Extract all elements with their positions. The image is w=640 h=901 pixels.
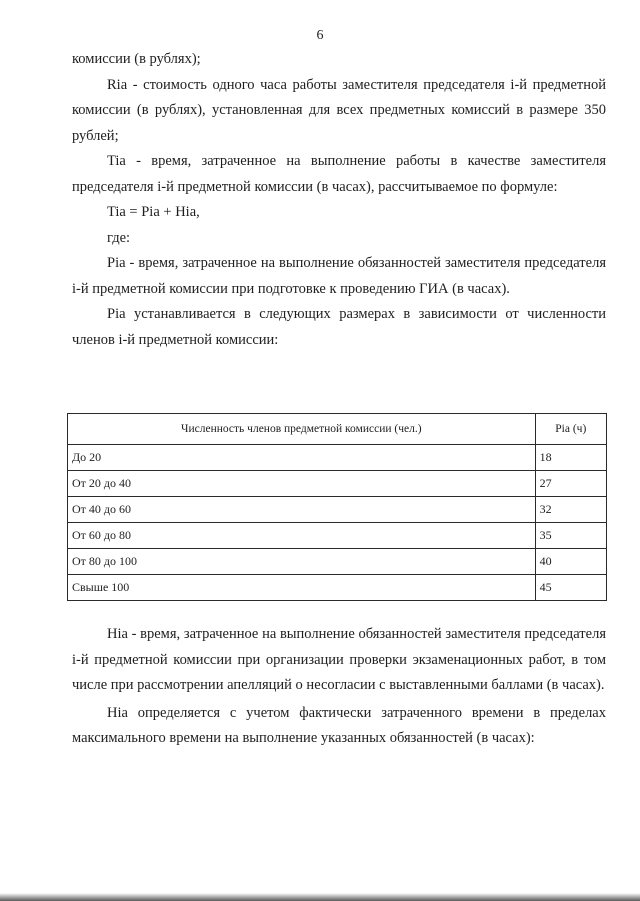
cell-pia: 27: [535, 471, 606, 497]
cell-members: От 80 до 100: [68, 549, 536, 575]
formula: Tia = Pia + Hia,: [107, 204, 200, 220]
column-header-pia: Pia (ч): [535, 414, 606, 445]
paragraph: Pia - время, затраченное на выполнение обязанностей заместителя председателя i-й предметной комиссии при подготовке к проведению ГИА (в часах).: [72, 255, 606, 297]
table-row: [68, 523, 607, 549]
body-text-top: [72, 47, 606, 353]
body-text-bottom: [72, 622, 606, 752]
pia-table: [67, 413, 607, 601]
table-row: [68, 471, 607, 497]
table-row: [68, 549, 607, 575]
cell-pia: 32: [535, 497, 606, 523]
table-row: [68, 575, 607, 601]
paragraph: где:: [107, 229, 131, 246]
cell-members: От 20 до 40: [68, 471, 536, 497]
paragraph: Hia определяется с учетом фактически затраченного времени в пределах максимального времени на выполнение указанных обязанностей (в часах):: [72, 704, 606, 746]
paragraph: Tia - время, затраченное на выполнение работы в качестве заместителя председателя i-й предметной комиссии (в часах), рассчитываемое по формуле:: [72, 153, 606, 195]
cell-pia: 45: [535, 575, 606, 601]
table-row: [68, 445, 607, 471]
cell-pia: 18: [535, 445, 606, 471]
cell-pia: 40: [535, 549, 606, 575]
scan-edge-shadow: [0, 893, 640, 901]
table-row: [68, 497, 607, 523]
cell-members: От 60 до 80: [68, 523, 536, 549]
paragraph: Pia устанавливается в следующих размерах в зависимости от численности членов i-й предметной комиссии:: [72, 306, 606, 348]
cell-members: От 40 до 60: [68, 497, 536, 523]
paragraph: комиссии (в рублях);: [72, 51, 201, 67]
table-header-row: [68, 414, 607, 445]
cell-pia: 35: [535, 523, 606, 549]
paragraph: Ria - стоимость одного часа работы заместителя председателя i-й предметной комиссии (в рублях), установленная для всех предметных комиссий в размере 350 рублей;: [72, 76, 606, 144]
cell-members: Свыше 100: [68, 575, 536, 601]
column-header-members: Численность членов предметной комиссии (чел.): [68, 414, 536, 445]
cell-members: До 20: [68, 445, 536, 471]
paragraph: Hia - время, затраченное на выполнение обязанностей заместителя председателя i-й предметной комиссии при организации проверки экзаменационных работ, в том числе при рассмотрении апелляций о несогласии с выставленными баллами (в часах).: [72, 626, 606, 693]
page-number: 6: [316, 28, 324, 43]
